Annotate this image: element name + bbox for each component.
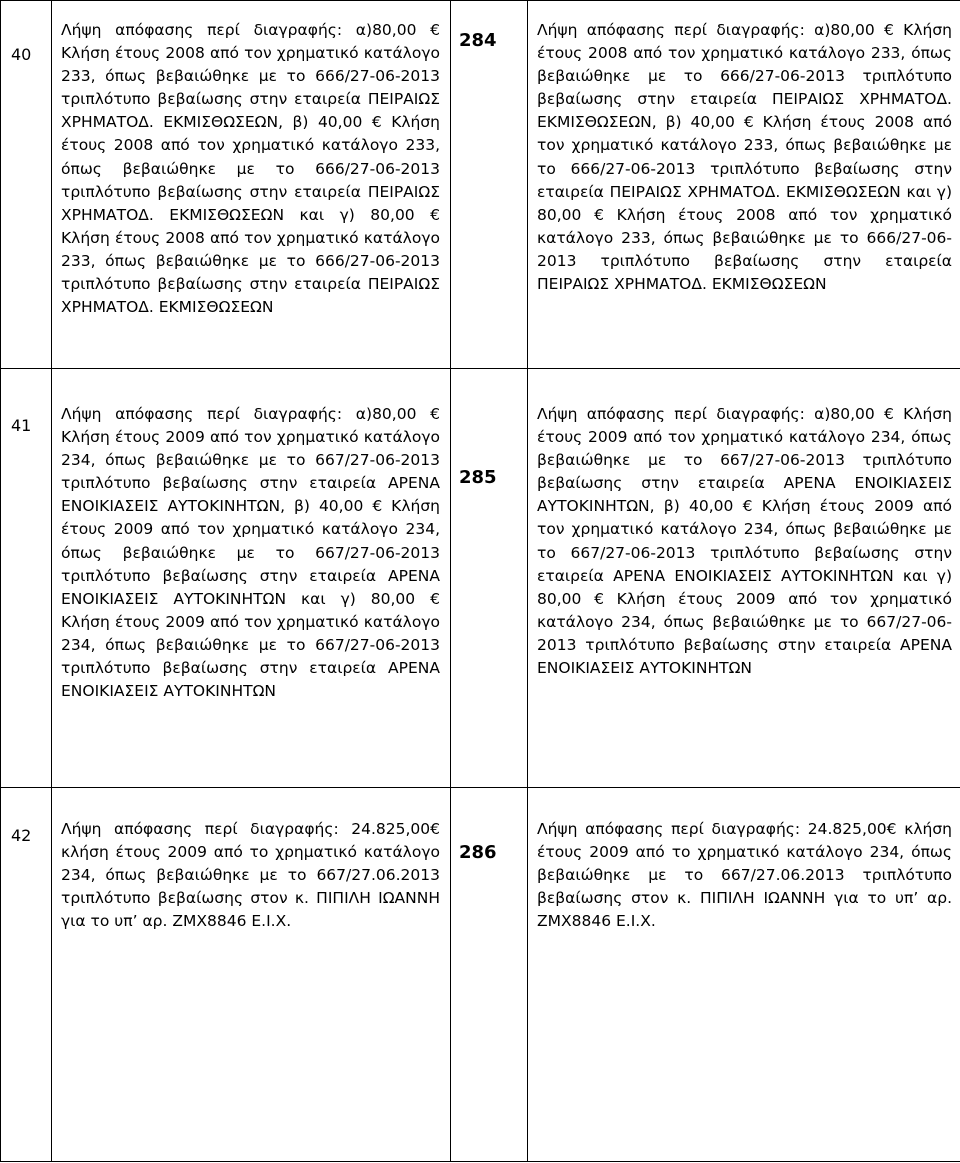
- decision-text: Λήψη απόφασης περί διαγραφής: α)80,00 € Κλήση έτους 2009 από τον χρηματικό κατάλογο 234, όπως βεβαιώθηκε με το 667/27-06-2013 τριπλότυπο βεβαίωσης στην εταιρεία ΑΡΕΝΑ ΕΝΟΙΚΙΑΣΕΙΣ ΑΥΤΟΚΙΝΗΤΩΝ, β) 40,00 € Κλήση έτους 2009 από τον χρηματικό κατάλογο 234, όπως βεβαιώθηκε με το 667/27-06-2013 τριπλότυπο βεβαίωσης στην εταιρεία ΑΡΕΝΑ ΕΝΟΙΚΙΑΣΕΙΣ ΑΥΤΟΚΙΝΗΤΩΝ και γ) 80,00 € Κλήση έτους 2009 από τον χρηματικό κατάλογο 234, όπως βεβαιώθηκε με το 667/27-06-2013 τριπλότυπο βεβαίωσης στην εταιρεία ΑΡΕΝΑ ΕΝΟΙΚΙΑΣΕΙΣ ΑΥΤΟΚΙΝΗΤΩΝ: [537, 405, 952, 678]
- decision-text-cell: [52, 369, 451, 788]
- row-number-cell: [1, 1, 52, 369]
- decision-text: Λήψη απόφασης περί διαγραφής: α)80,00 € Κλήση έτους 2009 από τον χρηματικό κατάλογο 234, όπως βεβαιώθηκε με το 667/27-06-2013 τριπλότυπο βεβαίωσης στην εταιρεία ΑΡΕΝΑ ΕΝΟΙΚΙΑΣΕΙΣ ΑΥΤΟΚΙΝΗΤΩΝ, β) 40,00 € Κλήση έτους 2009 από τον χρηματικό κατάλογο 234, όπως βεβαιώθηκε με το 667/27-06-2013 τριπλότυπο βεβαίωσης στην εταιρεία ΑΡΕΝΑ ΕΝΟΙΚΙΑΣΕΙΣ ΑΥΤΟΚΙΝΗΤΩΝ και γ) 80,00 € Κλήση έτους 2009 από τον χρηματικό κατάλογο 234, όπως βεβαιώθηκε με το 667/27-06-2013 τριπλότυπο βεβαίωσης στην εταιρεία ΑΡΕΝΑ ΕΝΟΙΚΙΑΣΕΙΣ ΑΥΤΟΚΙΝΗΤΩΝ: [61, 405, 440, 701]
- decision-text-cell: [52, 1, 451, 369]
- row-number-cell: [1, 788, 52, 1162]
- decision-text-cell: [528, 788, 960, 1162]
- decision-text-cell: [52, 788, 451, 1162]
- decision-code: 286: [459, 842, 497, 863]
- row-number-cell: [1, 369, 52, 788]
- decision-text: Λήψη απόφασης περί διαγραφής: 24.825,00€ κλήση έτους 2009 από το χρηματικό κατάλογο 234, όπως βεβαιώθηκε με το 667/27.06.2013 τριπλότυπο βεβαίωσης στον κ. ΠΙΠΙΛΗ ΙΩΑΝΝΗ για το υπ’ αρ. ΖΜΧ8846 Ε.Ι.Χ.: [537, 820, 952, 931]
- decision-text: Λήψη απόφασης περί διαγραφής: α)80,00 € Κλήση έτους 2008 από τον χρηματικό κατάλογο 233, όπως βεβαιώθηκε με το 666/27-06-2013 τριπλότυπο βεβαίωσης στην εταιρεία ΠΕΙΡΑΙΩΣ ΧΡΗΜΑΤΟΔ. ΕΚΜΙΣΘΩΣΕΩΝ, β) 40,00 € Κλήση έτους 2008 από τον χρηματικό κατάλογο 233, όπως βεβαιώθηκε με το 666/27-06-2013 τριπλότυπο βεβαίωσης στην εταιρεία ΠΕΙΡΑΙΩΣ ΧΡΗΜΑΤΟΔ. ΕΚΜΙΣΘΩΣΕΩΝ και γ) 80,00 € Κλήση έτους 2008 από τον χρηματικό κατάλογο 233, όπως βεβαιώθηκε με το 666/27-06-2013 τριπλότυπο βεβαίωσης στην εταιρεία ΠΕΙΡΑΙΩΣ ΧΡΗΜΑΤΟΔ. ΕΚΜΙΣΘΩΣΕΩΝ: [61, 21, 440, 317]
- decision-code-cell: [451, 788, 528, 1162]
- decision-code-cell: [451, 1, 528, 369]
- row-number: 42: [11, 826, 32, 845]
- row-number: 40: [11, 45, 32, 64]
- table-row: [1, 1, 960, 369]
- decision-code-cell: [451, 369, 528, 788]
- table-row: [1, 788, 960, 1162]
- decision-code: 284: [459, 30, 497, 51]
- decision-text: Λήψη απόφασης περί διαγραφής: 24.825,00€ κλήση έτους 2009 από το χρηματικό κατάλογο 234, όπως βεβαιώθηκε με το 667/27.06.2013 τριπλότυπο βεβαίωσης στον κ. ΠΙΠΙΛΗ ΙΩΑΝΝΗ για το υπ’ αρ. ΖΜΧ8846 Ε.Ι.Χ.: [61, 820, 440, 931]
- decision-text-cell: [528, 1, 960, 369]
- decision-code: 285: [459, 467, 497, 488]
- decision-text: Λήψη απόφασης περί διαγραφής: α)80,00 € Κλήση έτους 2008 από τον χρηματικό κατάλογο 233, όπως βεβαιώθηκε με το 666/27-06-2013 τριπλότυπο βεβαίωσης στην εταιρεία ΠΕΙΡΑΙΩΣ ΧΡΗΜΑΤΟΔ. ΕΚΜΙΣΘΩΣΕΩΝ, β) 40,00 € Κλήση έτους 2008 από τον χρηματικό κατάλογο 233, όπως βεβαιώθηκε με το 666/27-06-2013 τριπλότυπο βεβαίωσης στην εταιρεία ΠΕΙΡΑΙΩΣ ΧΡΗΜΑΤΟΔ. ΕΚΜΙΣΘΩΣΕΩΝ και γ) 80,00 € Κλήση έτους 2008 από τον χρηματικό κατάλογο 233, όπως βεβαιώθηκε με το 666/27-06-2013 τριπλότυπο βεβαίωσης στην εταιρεία ΠΕΙΡΑΙΩΣ ΧΡΗΜΑΤΟΔ. ΕΚΜΙΣΘΩΣΕΩΝ: [537, 21, 952, 294]
- row-number: 41: [11, 416, 32, 435]
- decision-text-cell: [528, 369, 960, 788]
- table-row: [1, 369, 960, 788]
